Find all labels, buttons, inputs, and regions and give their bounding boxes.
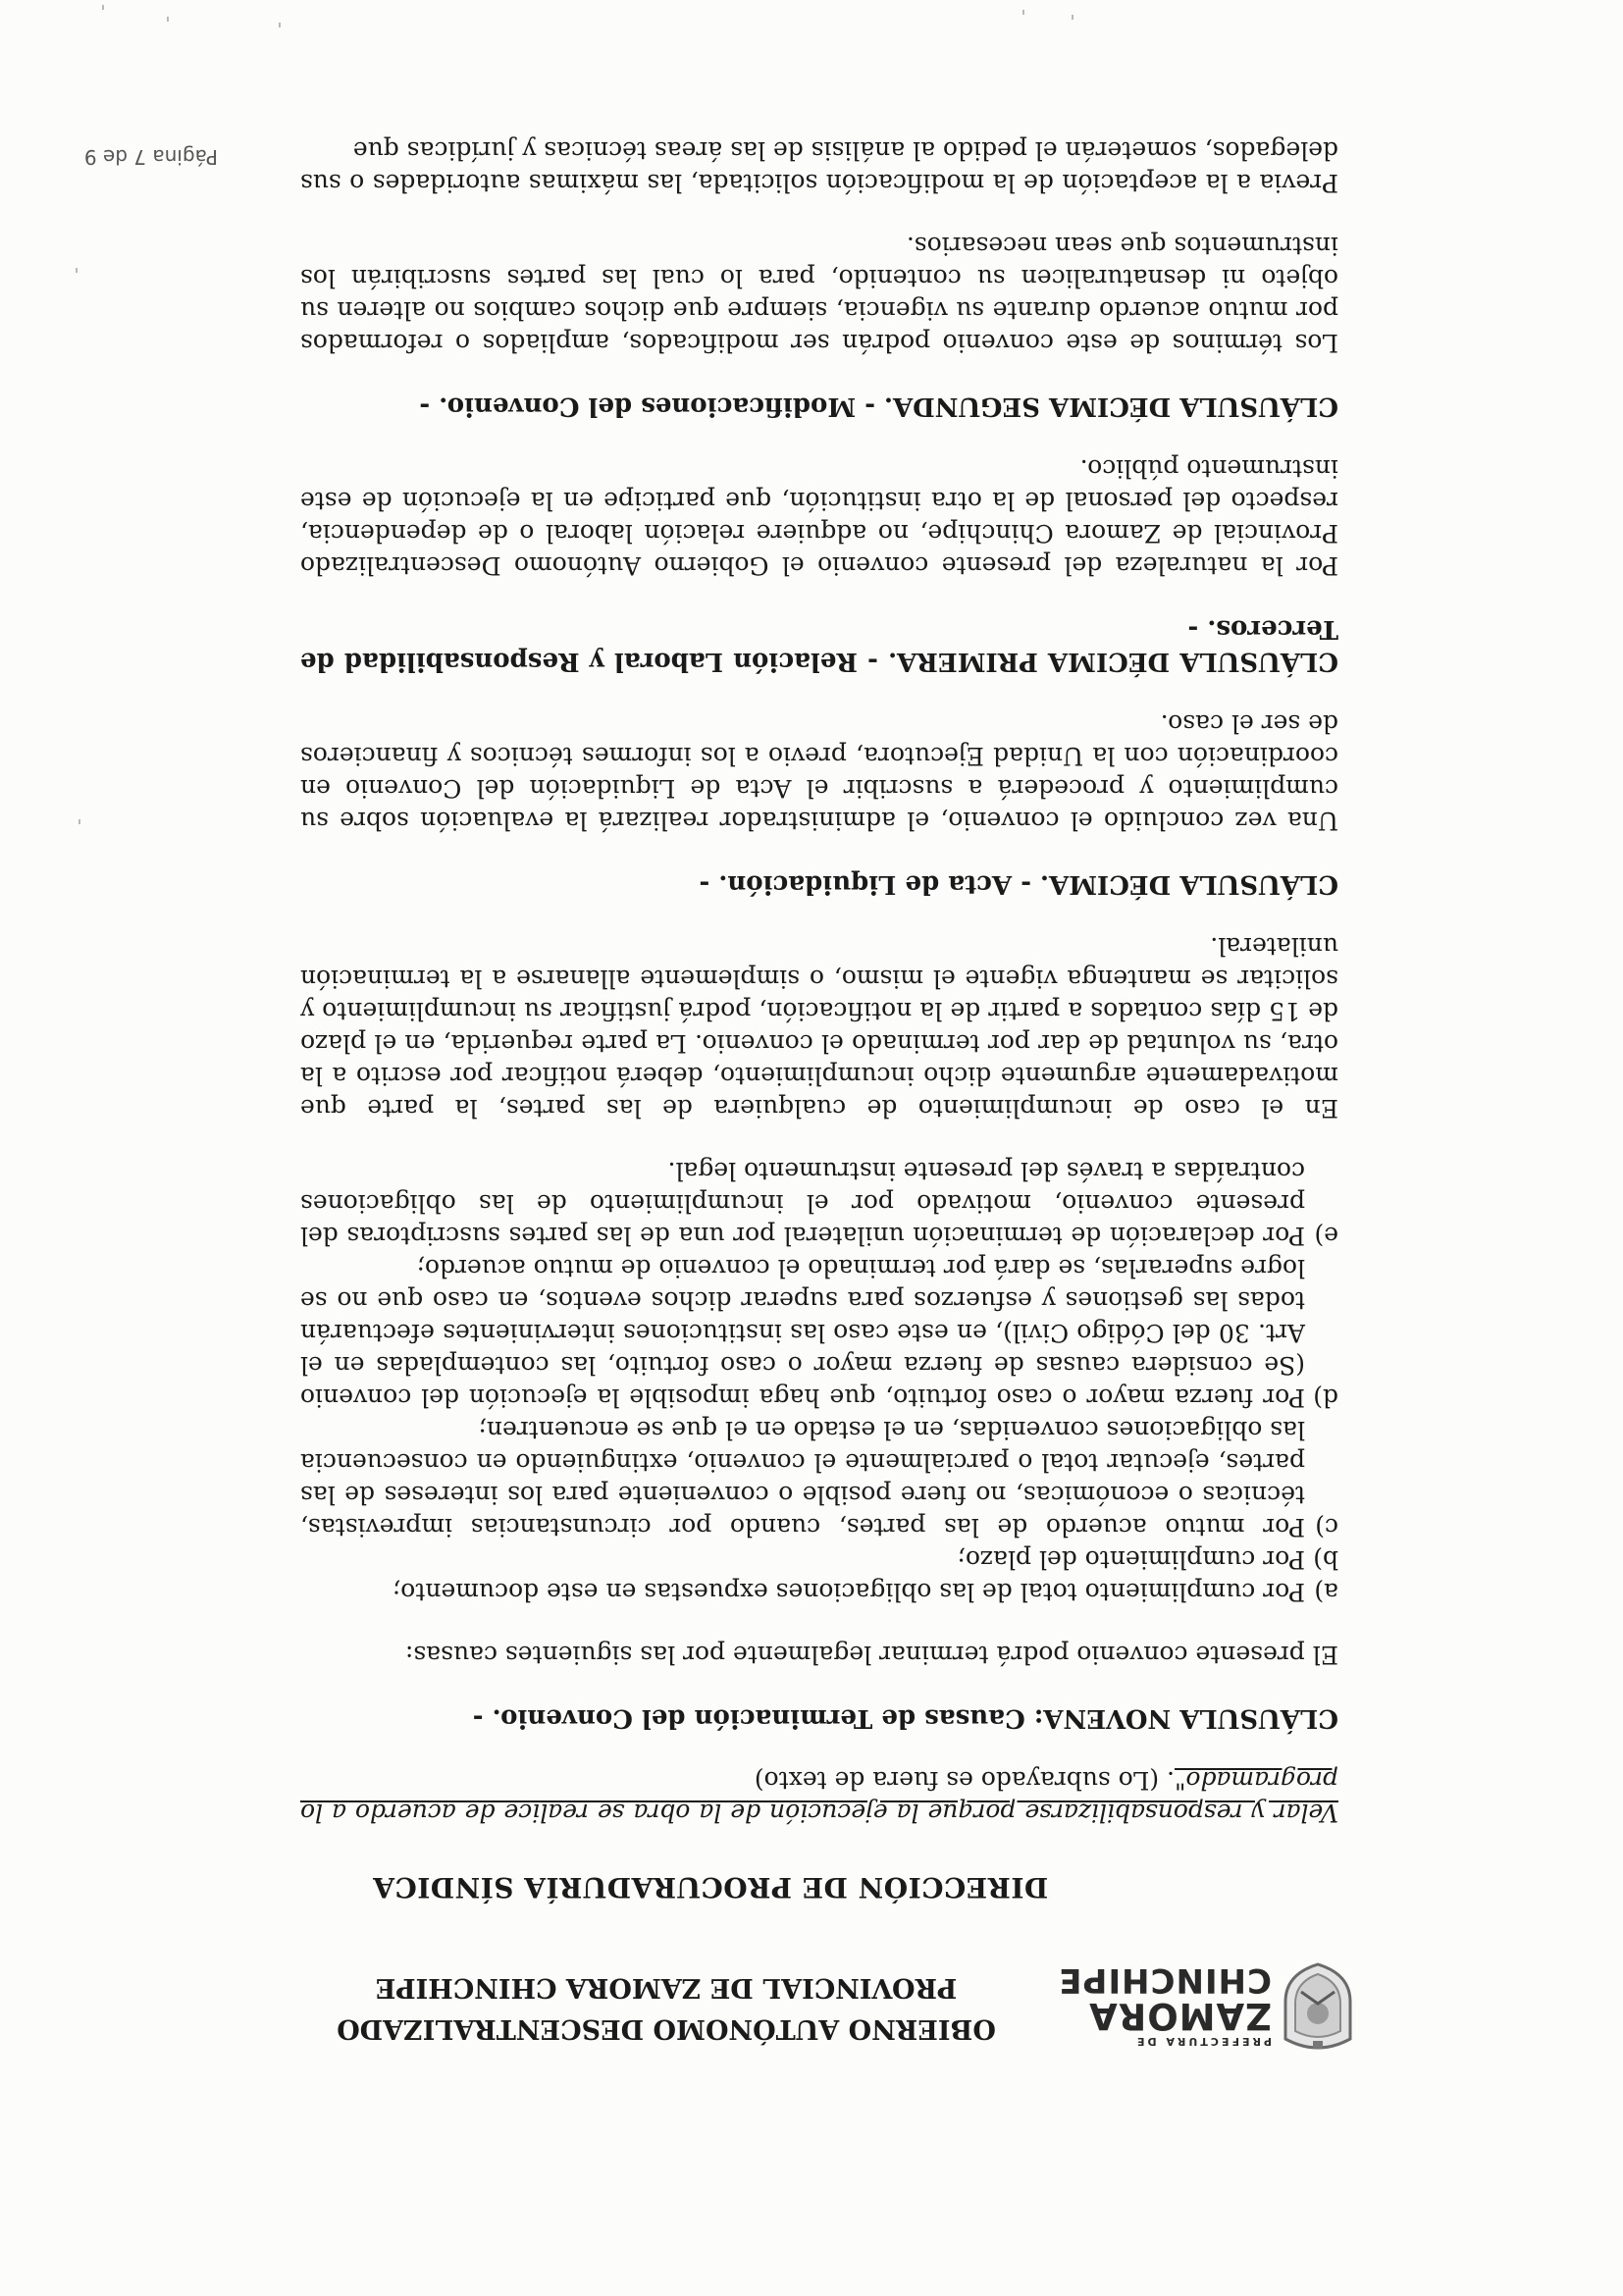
logo-line-2: CHINCHIPE	[1058, 1960, 1272, 2000]
scan-speck	[167, 17, 169, 22]
logo-line-1: ZAMORA	[1088, 1995, 1272, 2037]
clause-9-title: CLÁUSULA NOVENA: Causas de Terminación del Convenio. -	[472, 1703, 1338, 1733]
clause-11-title: CLÁUSULA DÉCIMA PRIMERA. - Relación Laboral y Responsabilidad de Terceros. -	[300, 614, 1338, 676]
list-item-letter: d)	[1313, 1383, 1338, 1412]
list-item-letter: a)	[1314, 1578, 1338, 1606]
list-item	[300, 1543, 1338, 1576]
page-number: Página 7 de 9	[83, 145, 218, 169]
scan-speck	[279, 23, 281, 27]
scan-speck	[76, 268, 78, 273]
list-item	[300, 1414, 1338, 1543]
scan-speck	[1022, 10, 1024, 15]
list-item-text: Por mutuo acuerdo de las partes, cuando por circunstancias imprevistas, técnicas o económicas, no fuere posible o conveniente para los intereses de las partes, ejecutar total o parcialmente el convenio, extinguiendo en consecuencia las obligaciones convenidas, en el estado en el que se encuentren;	[300, 1416, 1305, 1541]
scan-speck	[102, 5, 104, 10]
clause-9-closing: En el caso de incumplimiento de cualquiera de las partes, la parte que motivadamente argumente dicho incumplimiento, deberá notificar por escrito a la otra, su voluntad de dar por terminado el convenio. La parte requerida, en el plazo de 15 días contados a partir de la notificación, podrá justificar su incumplimiento y solicitar se mantenga vigente el mismo, o simplemente allanarse a la terminación unilateral.	[300, 932, 1338, 1122]
clause-12-text-2: Previa a la aceptación de la modificación solicitada, las máximas autoridades o sus delegados, someterán el pedido al análisis de las áreas técnicas y jurídicas que	[300, 136, 1338, 197]
clause-12-title: CLÁUSULA DÉCIMA SEGUNDA. - Modificaciones del Convenio. -	[419, 391, 1338, 421]
scan-speck	[1072, 15, 1073, 20]
list-item-text: Por cumplimiento total de las obligaciones expuestas en este documento;	[392, 1578, 1305, 1606]
prefecture-logo	[1058, 1959, 1358, 2053]
list-item-text: Por declaración de terminación unilateral por una de las partes suscriptoras del presente convenio, motivado por el incumplimiento de las obligaciones contraídas a través del presente instrumento legal.	[300, 1157, 1305, 1250]
logo-small-text: PREFECTURA DE	[1133, 2035, 1272, 2048]
clause-10-text: Una vez concluido el convenio, el administrador realizará la evaluación sobre su cumplimiento y procederá a suscribir el Acta de Liquidación del Convenio en coordinación con la Unidad Ejecutora, previo a los informes técnicos y financieros de ser el caso.	[300, 709, 1338, 835]
clause-11-text: Por la naturaleza del presente convenio el Gobierno Autónomo Descentralizado Provincial de Zamora Chinchipe, no adquiere relación laboral o de dependencia, respecto del personal de la otra institución, que participe en la ejecución de este instrumento público.	[300, 454, 1338, 580]
department-name: DIRECCIÓN DE PROCURADURÍA SÍNDICA	[372, 1871, 1049, 1904]
letterhead	[230, 1847, 1358, 2053]
coat-of-arms-icon	[1278, 1962, 1358, 2053]
list-item	[300, 1155, 1338, 1252]
list-item	[300, 1252, 1338, 1414]
list-item-letter: e)	[1314, 1222, 1338, 1250]
clause-12-text-1: Los términos de este convenio podrán ser modificados, ampliados o reformados por mutuo acuerdo durante su vigencia, siempre que dichos cambios no alteren su objeto ni desnaturalicen su contenido, para lo cual las partes suscribirán los instrumentos que sean necesarios.	[300, 232, 1338, 357]
intro-quote: Velar y responsabilizarse porque la ejecución de la obra se realice de acuerdo a lo programado"	[300, 1766, 1338, 1827]
scan-speck	[79, 819, 80, 824]
termination-causes-list	[300, 1155, 1338, 1608]
clause-10-title: CLÁUSULA DÉCIMA. - Acta de Liquidación. -	[699, 869, 1338, 899]
list-item-text: Por fuerza mayor o caso fortuito, que haga imposible la ejecución del convenio (Se considera causas de fuerza mayor o caso fortuito, las contempladas en el Art. 30 del Código Civil), en este caso las instituciones intervinientes efectuarán todas las gestiones y esfuerzos para superar dichos eventos, en caso que no se logre superarlas, se dará por terminado el convenio de mutuo acuerdo;	[300, 1254, 1305, 1412]
list-item-letter: c)	[1315, 1513, 1338, 1541]
organization-name: OBIERNO AUTÓNOMO DESCENTRALIZADO PROVINCIAL DE ZAMORA CHINCHIPE	[337, 1972, 996, 2044]
list-item-letter: b)	[1313, 1545, 1338, 1574]
document-body	[300, 134, 1338, 1829]
intro-note: . (Lo subrayado es fuera de texto)	[754, 1766, 1175, 1795]
list-item-text: Por cumplimiento del plazo;	[957, 1545, 1305, 1574]
intro-paragraph	[300, 1764, 1338, 1829]
clause-9-intro: El presente convenio podrá terminar legalmente por las siguientes causas:	[404, 1641, 1338, 1669]
list-item	[300, 1576, 1338, 1608]
